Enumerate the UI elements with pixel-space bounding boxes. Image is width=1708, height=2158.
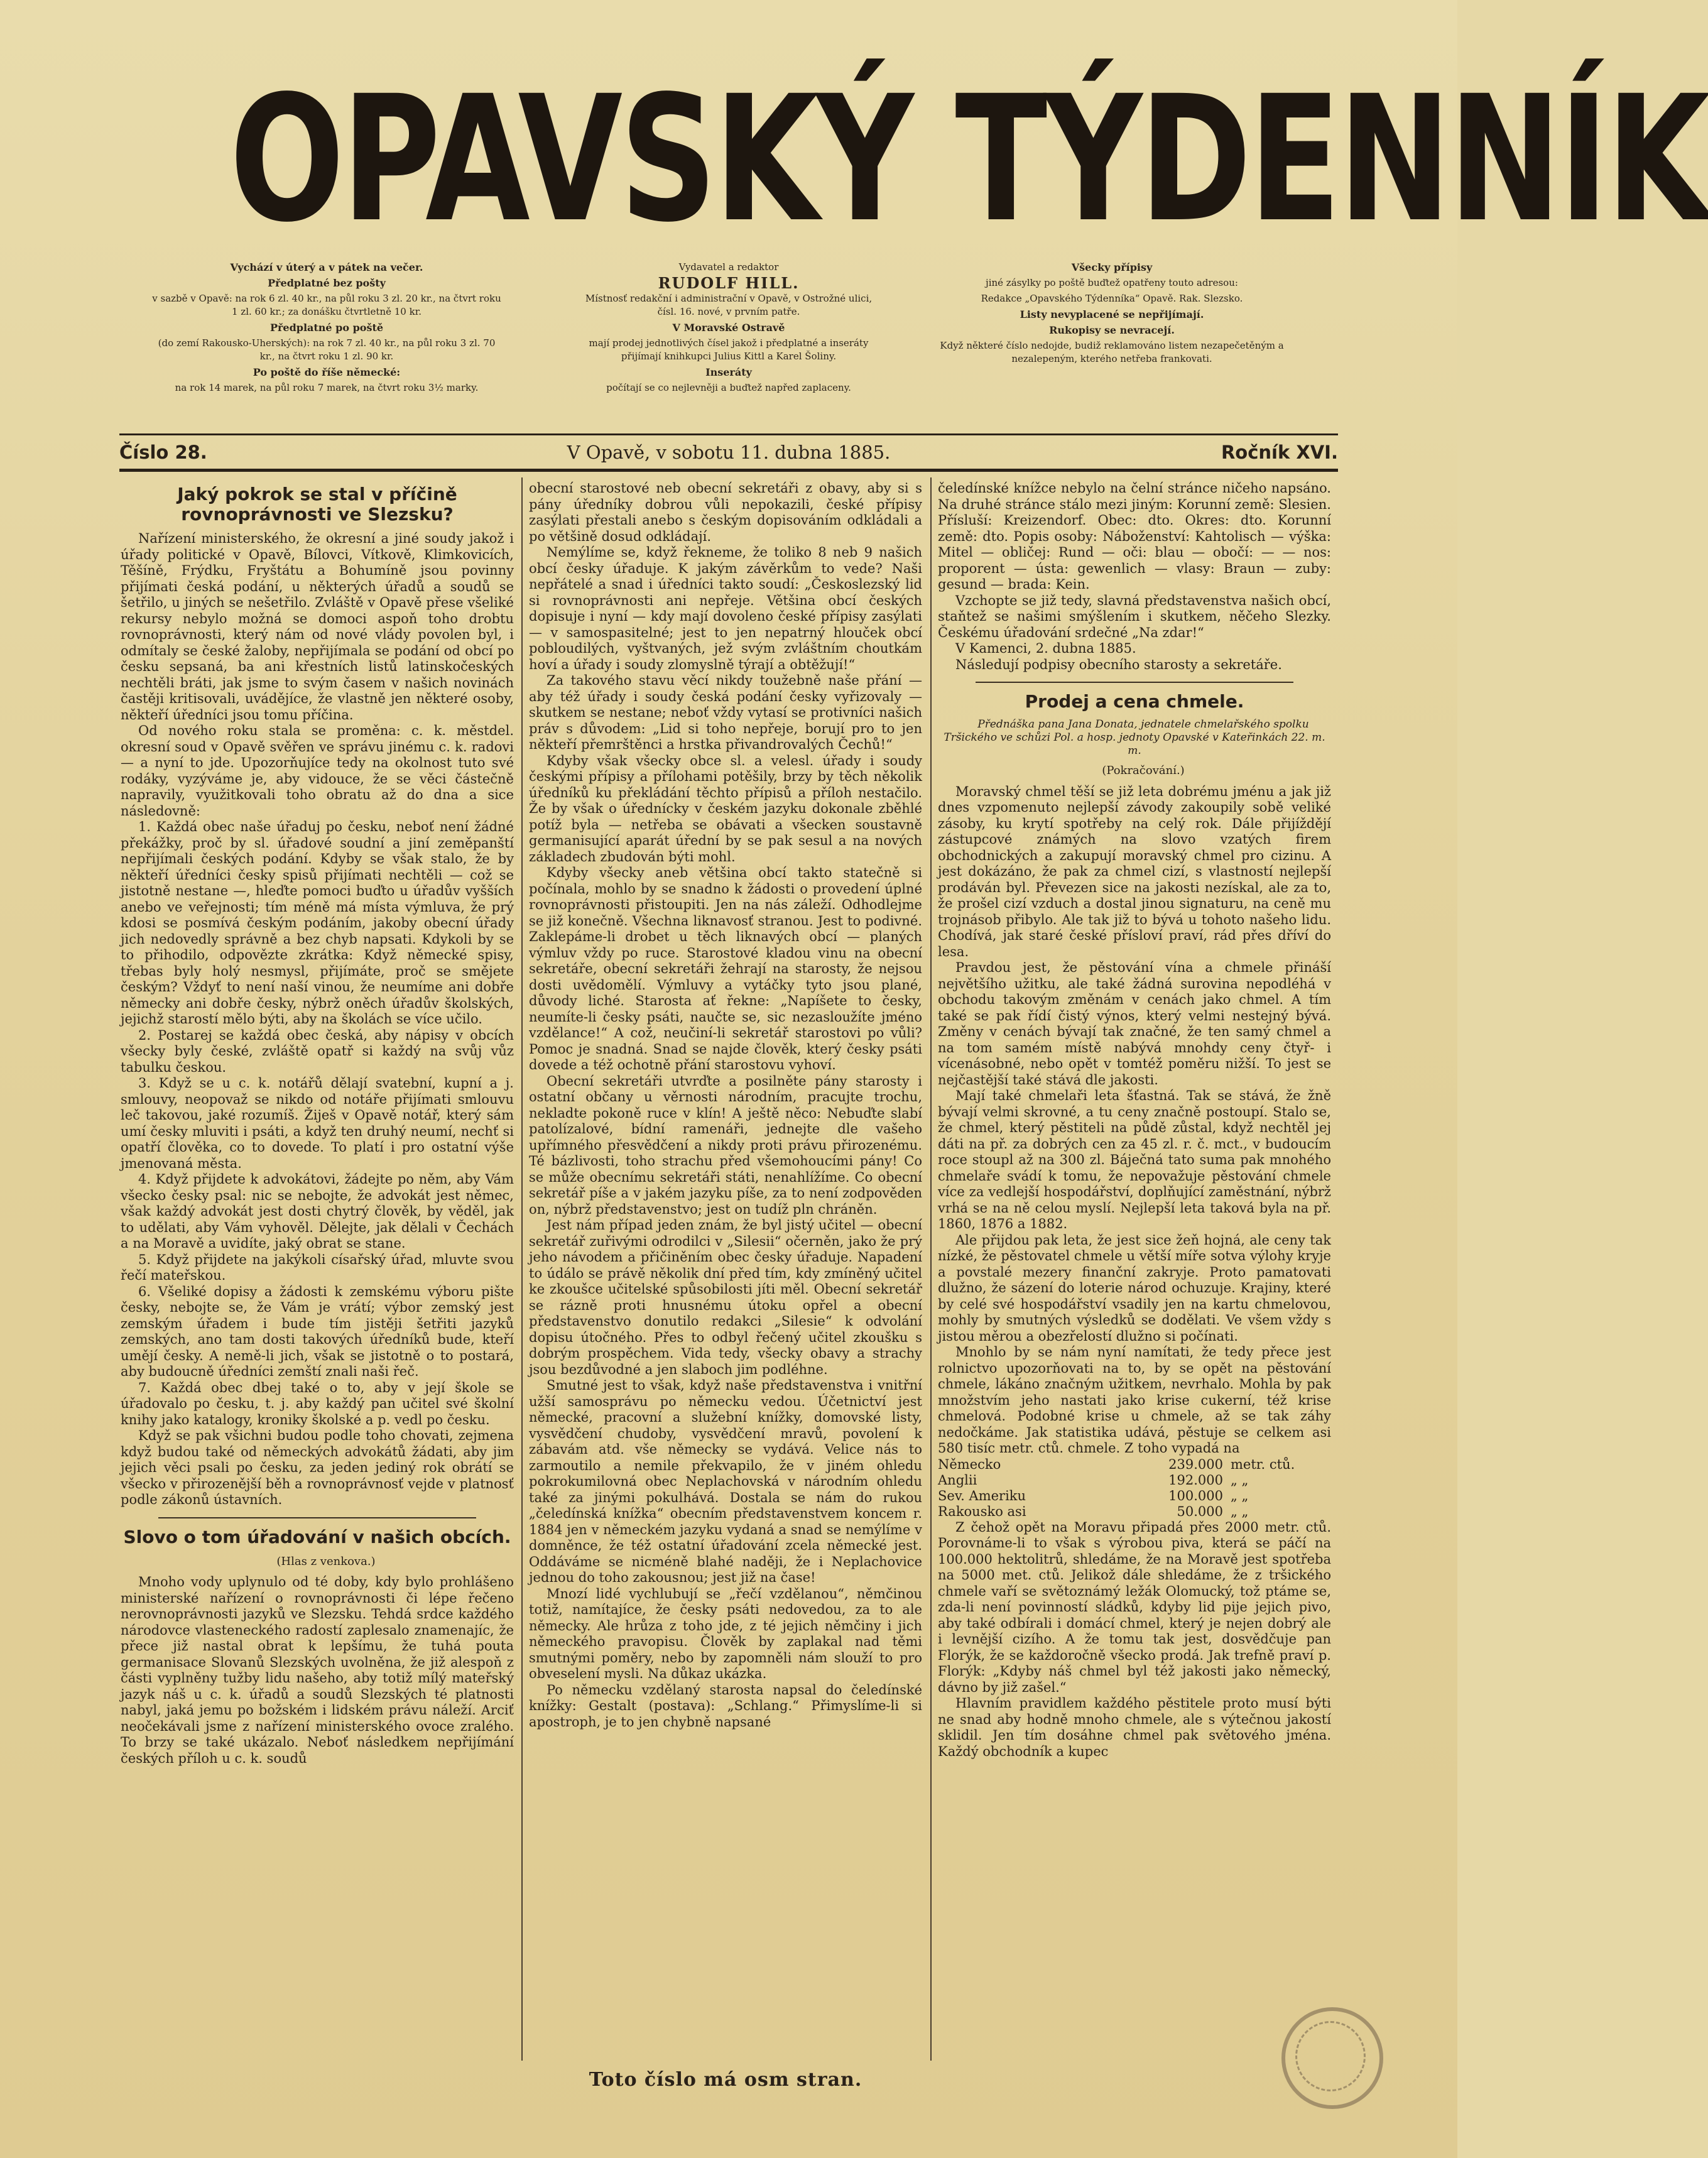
- article-subtitle: (Hlas z venkova.): [276, 1554, 376, 1568]
- article-paragraph: Ale přijdou pak leta, že jest sice žeň hojná, ale ceny tak nízké, že pěstovatel chmele u větší míře sotva výlohy kryje a povstalé mezery finanční zakryje. Proto pamatovati dlužno, že sázení do loterie národ ochuzuje. Krajiny, které by celé své hospodářství vsadily jen na kartu chmelovou, mohly by smutných výsledků se dodělati. Ve všem vždy s jistou měrou a obezřelostí dlužno si počínati.: [938, 1232, 1331, 1344]
- article-paragraph: 2. Postarej se každá obec česká, aby nápisy v obcích všecky byly české, zvláště opatř si každý na svůj vůz tabulku českou.: [121, 1027, 514, 1075]
- unit-label: metr. ctů.: [1231, 1456, 1295, 1472]
- column-1: [121, 481, 514, 2051]
- germany-post-text: na rok 14 marek, na půl roku 7 marek, na čtvrt roku 3½ marky.: [175, 382, 479, 393]
- complaint-note: Když některé číslo nedojde, budiž reklamováno listem nezapečetěným a nezalepeným, kterého netřeba frankovati.: [940, 340, 1284, 364]
- prepaid-post-text: (do zemí Rakousko-Uherských): na rok 7 zl. 40 kr., na půl roku 3 zl. 70 kr., na čtvrt roku 1 zl. 90 kr.: [158, 337, 496, 362]
- article-paragraph: 1. Každá obec naše úřaduj po česku, neboť není žádné překážky, proč by sl. úřadové soudní a jiní zeměpanští nepřijímali českých podání. Kdyby se však stalo, že by někteří úředníci česky spisů přijímati nechtěli — což se jistotně nestane —, hleďte pomoci buďto u úřadův vyšších anebo ve veřejnosti; tím méně má místa výmluva, že prý kdosi se posmívá českým podáním, jakoby obecní úřady jich nedovedly správně a bez chyb napsati. Kdykoli by se to přihodilo, odpovězte zkrátka: Když německé spisy, třebas byly holý nesmysl, přijímáte, proč se smějete českým? Vždyť to není naší vinou, že neumíme ani dobře německy ani dobře česky, nýbrž oněch úřadův školských, jejichž starostí mělo býti, aby na školách se více učilo.: [121, 819, 514, 1027]
- letters-text: jiné zásylky po poště buďtež opatřeny touto adresou:: [986, 277, 1238, 288]
- editorial-office: Místnosť redakční i administrační v Opavě, v Ostrožné ulici, čísl. 16. nové, v prvním patře.: [585, 293, 873, 317]
- article-title: Slovo o tom úřadování v našich obcích.: [123, 1526, 511, 1547]
- article-paragraph: Kdyby všecky aneb většina obcí takto statečně si počínala, mohlo by se snadno k žádosti o provedení úplné rovnoprávnosti přistoupiti. Jen na nás záleží. Odhodlejme se již konečně. Všechna liknavosť stranou. Jest to podivné. Zaklepáme-li drobet u těch liknavých obcí — planých výmluv vždy po ruce. Starostové kladou vinu na obecní sekretáře, obecní sekretáři žehrají na starosty, že nejsou dosti uvědomělí. Výmluvy a vytáčky tyto jsou plané, důvody liché. Starosta ať řekne: „Napíšete to česky, neumíte-li česky psáti, naučte se, sic nezasloužíte jméno vzdělance!“ A což, neučiní-li sekretář starostovi po vůli? Pomoc je snadná. Snad se najde člověk, který česky psáti dovede a též ochotně přání starostovu vyhoví.: [529, 865, 922, 1072]
- article-paragraph: 3. Když se u c. k. notářů dělají svatební, kupní a j. smlouvy, neopovaž se nikdo od notáře přijímati smlouvu leč takovou, jaké rozumíš. Žiješ v Opavě notář, který sám umí česky mluviti i psáti, a když ten druhý neumí, nechť si opatří člověka, co to dovede. To platí i pro ostatní výše jmenovaná města.: [121, 1076, 514, 1171]
- article-paragraph: Mnoho vody uplynulo od té doby, kdy bylo prohlášeno ministerské nařízení o rovnoprávnosti či lépe řečeno nerovnoprávnosti jazyků ve Slezsku. Tehdá srdce každého národovce vlasteneckého radostí zaplesalo znamenajíc, že přece již nastal obrat k lepšímu, že tuhá pouta germanisace Slovanů Slezských uvolněna, že již alespoň z části vyplněny tužby lidu našeho, aby totiž mílý mateřský jazyk náš u c. k. úřadů a soudů Slezských té platnosti nabyl, jaká jemu po božském i lidském právu náleží. Arciť neočekávali jsme z nařízení ministerského ovoce zralého. To brzy se také ukázalo. Neboť následkem nepřijímání českých příloh u c. k. soudů: [121, 1574, 514, 1766]
- adverts-heading: Inseráty: [705, 366, 752, 378]
- table-row: [938, 1504, 1331, 1520]
- correspondence-info: [923, 261, 1300, 368]
- amount-value: 100.000: [1168, 1488, 1223, 1503]
- country-label: Anglii: [938, 1472, 977, 1488]
- article-paragraph: Mají také chmelaři leta šťastná. Tak se stává, že žně bývají velmi skrovné, a tu ceny značně postoupí. Stalo se, že chmel, který pěstiteli na půdě zůstal, když nechtěl jej dáti na př. za dobrých cen za 45 zl. r. č. mct., v budoucím roce stoupl až na 300 zl. Báječná tato suma pak mnohého chmelaře svádí k tomu, že nepovažuje pěstování chmele více za vedlejší hospodářství, doplňující zaměstnání, nýbrž vrhá se na ně celou myslí. Nejlepší leta taková byla na př. 1860, 1876 a 1882.: [938, 1088, 1331, 1231]
- letters-heading: Všecky přípisy: [1071, 261, 1153, 273]
- article-title: Jaký pokrok se stal v příčině rovnoprávnosti ve Slezsku?: [177, 484, 457, 525]
- unit-label: „ „: [1231, 1472, 1249, 1488]
- article-paragraph: Nemýlíme se, když řekneme, že toliko 8 neb 9 našich obcí česky úřaduje. K jakým závěrkům to vede? Naši nepřátelé a snad i úředníci takto soudí: „Českoslezský lid si rovnoprávnosti ani nepřeje. Většina obcí českých dopisuje i nyní — kdy mají dovoleno české přípisy zasýlati — v samospasitelné; jest to jen nepatrný hlouček obcí pobloudilých, vyštvaných, jež svým zvláštním choutkám hoví a úřady i soudy zlomyslně týrají a obtěžují!“: [529, 545, 922, 672]
- prepaid-post-heading: Předplatné po poště: [269, 322, 384, 334]
- ostrava-text: mají prodej jednotlivých čísel jakož i předplatné a inseráty přijímají knihkupci Julius Kittl a Karel Šoliny.: [589, 337, 869, 362]
- bottom-rule: [119, 469, 1338, 472]
- article-paragraph: 5. Když přijdete na jakýkoli císařský úřad, mluvte svou řečí mateřskou.: [121, 1251, 514, 1283]
- table-row: [938, 1457, 1331, 1473]
- article-paragraph: Mnozí lidé vychlubují se „řečí vzdělanou“, němčinou totiž, namítajíce, že česky psáti nedovedou, za to ale německy. Ale hrůza z toho jde, z té jejich němčiny i jich německého pravopisu. Člověk by zaplakal nad těmi smutnými poměry, nebo by zapomněli nám slouží to pro obveselení mysli. Na důkaz ukázka.: [529, 1586, 922, 1681]
- germany-post-heading: Po poště do říše německé:: [253, 366, 401, 378]
- article-paragraph: Moravský chmel těší se již leta dobrému jménu a jak již dnes vzpomenuto nejlepší závody zakoupily sobě veliké zásoby, ku krytí spotřeby na celý rok. Dále přijíždějí zástupcové známých na slovo vzatých firem obchodnických a zakupují moravský chmel pro cizinu. A jest dokázáno, že pak za chmel cizí, s vlastností nejlepší prodáván byl. Převezen sice na jakosti nezískal, ale za to, že prošel cizí vzduch a dostal jinou signaturu, na ceně mu trojnásob přibylo. Ale tak již to bývá u tohoto našeho lidu. Chodívá, jak staré české přísloví praví, rád přes dříví do lesa.: [938, 783, 1331, 959]
- country-label: Rakousko asi: [938, 1503, 1026, 1519]
- unit-label: „ „: [1231, 1488, 1249, 1503]
- article-signature-note: Následují podpisy obecního starosty a sekretáře.: [955, 657, 1282, 672]
- article-paragraph: Po německu vzdělaný starosta napsal do čeledínské knížky: Gestalt (postava): „Schlang.“ Přimyslíme-li si apostroph, je to jen chybně napsané: [529, 1682, 922, 1730]
- table-row: [938, 1473, 1331, 1488]
- column-divider: [521, 477, 523, 2061]
- masthead-title: OPAVSKÝ TÝDENNÍK: [229, 59, 1708, 261]
- hop-statistics-table: [938, 1457, 1331, 1520]
- continuation-note: (Pokračování.): [1102, 764, 1185, 777]
- issue-date: V Opavě, v sobotu 11. dubna 1885.: [567, 442, 891, 463]
- column-3: [938, 481, 1331, 2051]
- editorial-info: [584, 261, 873, 397]
- adverts-text: počítají se co nejlevněji a buďtež napřed zaplaceny.: [606, 382, 851, 393]
- article-paragraph: Pravdou jest, že pěstování vína a chmele přináší největšího užitku, ale také žádná surovina nepodléhá v obchodu takovým změnám v cenách jako chmel. A tím také se pak řídí čistý výnos, který velmi nestejný bývá. Změny v cenách bývají tak značné, že ten samý chmel a na tom samém místě nabývá mnohdy ceny čtyř- i vícenásobné, nebo opět v tomtéž poměru nižší. To jest se nejčastější také stává dle jakosti.: [938, 960, 1331, 1087]
- column-2: [529, 481, 922, 2051]
- article-separator: [976, 682, 1293, 683]
- article-paragraph: Jest nám případ jeden znám, že byl jistý učitel — obecní sekretář zuřivými odrodilci v „Silesii“ očerněn, jako že prý jeho návodem a přičiněním obec česky úřaduje. Napadení to údálo se právě několik dní před tím, kdy zmíněný učitel ke zkoušce učitelské spůsobilosti jíti měl. Obecní sekretář se rázně proti hnusnému útoku opřel a obecní představenstvo donutilo redakci „Silesie“ k odvolání dopisu útočného. Přes to odbyl řečený učitel zkoušku s dobrým prospěchem. Vida tedy, všecky obavy a strachy jsou bezdůvodné a jen slaboch jim podléhne.: [529, 1218, 922, 1377]
- article-paragraph: Smutné jest to však, když naše představenstva i vnitřní užší samosprávu po německu vedou. Účetnictví jest německé, pracovní a služební knížky, domovské listy, vysvědčení chudoby, vysvědčení mravů, povolení k zábavám atd. vše německy se vydává. Velice nás to zarmoutilo a nemile překvapilo, že v jiném ohledu pokrokumilovná obec Neplachovská v národním ohledu také za jinými pokulhává. Dostala se nám do rukou „čeledínská knížka“ obecním představenstvem koncem r. 1884 jen v německém jazyku vydaná a snad se nemýlíme v domněnce, že též ostatní úřadování zcela německé jest. Oddáváme se nicméně blahé naději, že i Neplachovice jednou do toho zakousnou; jest již na čase!: [529, 1378, 922, 1585]
- article-paragraph: čeledínské knížce nebylo na čelní stránce ničeho napsáno. Na druhé stránce stálo mezi jiným: Korunní země: Slesien. Přísluší: Kreizendorf. Obec: dto. Okres: dto. Korunní země: dto. Popis osoby: Náboženství: Kahtolisch — výška: Mitel — obličej: Rund — oči: blau — obočí: — — nos: proporent — ústa: gewenlich — vlasy: Braun — zuby: gesund — brada: Kein.: [938, 481, 1331, 592]
- amount-value: 192.000: [1168, 1472, 1223, 1488]
- ostrava-heading: V Moravské Ostravě: [672, 322, 785, 334]
- article-paragraph: 4. Když přijdete k advokátovi, žádejte po něm, aby Vám všecko česky psal: nic se nebojte, že advokát jest němec, však každý advokát jest dosti chytrý člověk, by věděl, jak to udělati, aby Vám vyhověl. Dělejte, jak dělali v Čechách a na Moravě a uvidíte, jaký obrat se stane.: [121, 1172, 514, 1251]
- article-paragraph: Nařízení ministerského, že okresní a jiné soudy jakož i úřady politické v Opavě, Bílovci, Vítkově, Klimkovicích, Těšíně, Frýdku, Fryštátu a Bohumíně jsou povinny přijímati česká podání, u některých úřadů a soudů se šetřilo, u jiných se nešetřilo. Zvláště v Opavě přese všeliké rekursy nebylo možná se domoci aspoň toho drobtu rovnoprávnosti, který nám od nové vlády povolen byl, i odmítaly se české žaloby, nepřijímala se podání od obcí po česku sepsaná, ba ani křestních listů latinskočeských nechtěli bráti, jak jsme to svým časem v našich novinách častěji kritisovali, uvádějíce, že vlastně jen některé osoby, někteří úředníci jsou tomu příčina.: [121, 531, 514, 722]
- article-separator: [158, 1517, 476, 1518]
- top-rule: [119, 433, 1338, 435]
- article-paragraph: Když se pak všichni budou podle toho chovati, zejmena když budou také od německých advokátů žádati, aby jim jejich věci psali po česku, za jeden jediný rok obrátí se všecko v přirozenější běh a rovnoprávnosť vejde v platnosť podle zákonů ústavních.: [121, 1428, 514, 1507]
- article-paragraph: Od nového roku stala se proměna: c. k. městdel. okresní soud v Opavě svěřen ve správu jinému c. k. radovi — a nyní to jde. Upozorňujíce tedy na okolnost tuto své rodáky, vyzýváme je, aby vidouce, že se věci částečně napravily, využitkovali toho obratu až do dna a sice následovně:: [121, 723, 514, 819]
- prepaid-no-post-text: v sazbě v Opavě: na rok 6 zl. 40 kr., na půl roku 3 zl. 20 kr., na čtvrt roku 1 zl. 60 kr.; za donášku čtvrtletně 10 kr.: [152, 293, 501, 317]
- issue-bar: [119, 440, 1338, 465]
- article-title: Prodej a cena chmele.: [1025, 691, 1244, 712]
- unit-label: „ „: [1231, 1503, 1249, 1519]
- publication-schedule: Vychází v úterý a v pátek na večer.: [230, 261, 423, 273]
- subscription-info: [151, 261, 503, 397]
- table-row: [938, 1488, 1331, 1504]
- publisher-label: Vydavatel a redaktor: [678, 261, 779, 273]
- country-label: Sev. Ameriku: [938, 1488, 1026, 1503]
- amount-value: 50.000: [1177, 1503, 1223, 1519]
- article-paragraph: Obecní sekretáři utvrďte a posilněte pány starosty i ostatní občany u věrnosti národním, pracujte trochu, nekladte pokoně ruce v klín! A ještě něco: Nebuďte slabí patolízalové, bídní ramenáři, jednejte dle vašeho upřímného přesvědčení a nikdy proti právu přirozenému. Té bázlivosti, toho strachu před všemohoucími pány! Co se může obecnímu sekretáři státi, nenahlížíme. Co obecní sekretář píše a v jakém jazyku píše, za to není zodpověden on, nýbrž představenstvo; jest on tudíž pln chráněn.: [529, 1073, 922, 1217]
- amount-value: 239.000: [1168, 1456, 1223, 1472]
- page-count-note: Toto číslo má osm stran.: [589, 2069, 862, 2091]
- prepaid-no-post-heading: Předplatné bez pošty: [268, 277, 386, 289]
- volume-number: Ročník XVI.: [1221, 442, 1338, 463]
- article-paragraph: Z čehož opět na Moravu připadá přes 2000 metr. ctů. Porovnáme-li to však s výrobou piva, která se páčí na 100.000 hektolitrů, shledáme, že na Moravě jest spotřeba na 5000 met. ctů. Jelikož dále shledáme, že z tršického chmele vaří se světoznámý ležák Olomucký, tož ptáme se, zda-li není povinností sládků, kdyby lid pije jejich pivo, aby také odbírali i domácí chmel, který je nejen dobrý ale i levnější cizího. A že tomu tak jest, dosvědčuje pan Florýk, že se každoročně všecko prodá. Jak trefně praví p. Florýk: „Kdyby náš chmel byl též jakosti jako německý, dávno by již zašel.“: [938, 1519, 1331, 1695]
- country-label: Německo: [938, 1456, 1001, 1472]
- article-paragraph: obecní starostové neb obecní sekretáři z obavy, aby si s pány úředníky dobrou vůli nepokazili, české přípisy zasýlati přestali anebo s českým dopisováním odkládali a po většině dosud odkládají.: [529, 481, 922, 544]
- article-paragraph: Mnohlo by se nám nyní namítati, že tedy přece jest rolnictvo upozorňovati na to, by se opět na pěstování chmele, lákáno značným užitkem, nevrhalo. Mohla by pak množstvím jeho nastati jako krise cukerní, též krise chmelová. Podobné krise u chmele, až se tak záhy nedočkáme. Jak statistika udává, pěstuje se celkem asi 580 tisíc metr. ctů. chmele. Z toho vypadá na: [938, 1344, 1331, 1456]
- column-divider: [930, 477, 932, 2061]
- article-paragraph: Vzchopte se již tedy, slavná představenstva našich obcí, staňtež se našimi smýšlením i skutkem, něčeho Slezky. Českému úřadování srdečné „Na zdar!“: [938, 592, 1331, 640]
- library-stamp-inner: [1295, 2021, 1366, 2091]
- unpaid-letters-note: Listy nevyplacené se nepřijímají.: [1020, 308, 1204, 320]
- article-paragraph: Hlavním pravidlem každého pěstitele proto musí býti ne snad aby hodně mnoho chmele, ale s výtečnou jakostí sklidil. Jen tím dosáhne chmel pak světového jména. Každý obchodník a kupec: [938, 1696, 1331, 1759]
- article-intro: Přednáška pana Jana Donata, jednatele chmelařského spolku Tršického ve schůzi Pol. a hosp. jednoty Opavské v Kateřinkách 22. m. m.: [944, 718, 1325, 757]
- article-paragraph: Za takového stavu věcí nikdy toužebně naše přání — aby též úřady i soudy česká podání česky vyřizovaly — skutkem se nestane; neboť vždy vytasí se protivníci našich práv s důvodem: „Lid si toho nepřeje, borují pro to jen někteří přemrštěnci a hrstka přivandrovalých Čechů!“: [529, 673, 922, 752]
- issue-number: Číslo 28.: [119, 442, 207, 463]
- article-paragraph: 6. Všeliké dopisy a žádosti k zemskému výboru pište česky, nebojte se, že Vám je vrátí; výbor zemský jest zemským úřadem i bude tím jistěji šetřiti jazyků zemských, ano tam dosti takových úředníků bude, kteří umějí česky. A nemě-li jich, však se jistotně o to postará, aby budoucně úředníci zemští znali naši řeč.: [121, 1283, 514, 1379]
- article-paragraph: 7. Každá obec dbej také o to, aby v její škole se úřadovalo po česku, t. j. aby každý pan učitel své školní knihy jako katalogy, kroniky školské a p. vedl po česku.: [121, 1380, 514, 1427]
- article-dateline: V Kamenci, 2. dubna 1885.: [955, 641, 1136, 656]
- editor-name: RUDOLF HILL.: [658, 274, 800, 292]
- article-paragraph: Kdyby však všecky obce sl. a velesl. úřady i soudy českými přípisy a přílohami potěšily, brzy by těch několik úředníků ku překládání těchto přípisů a příloh nestačilo. Že by však o úřednícky v českém jazyku dokonale zběhlé potíž byla — netřeba se obávati a všecken soustavně germanisující aparát úřední by se pak sesul a na nových základech zbudován býti mohl.: [529, 753, 922, 864]
- address-text: Redakce „Opavského Týdenníka“ Opavě. Rak. Slezsko.: [981, 293, 1243, 304]
- manuscripts-note: Rukopisy se nevracejí.: [1049, 324, 1175, 336]
